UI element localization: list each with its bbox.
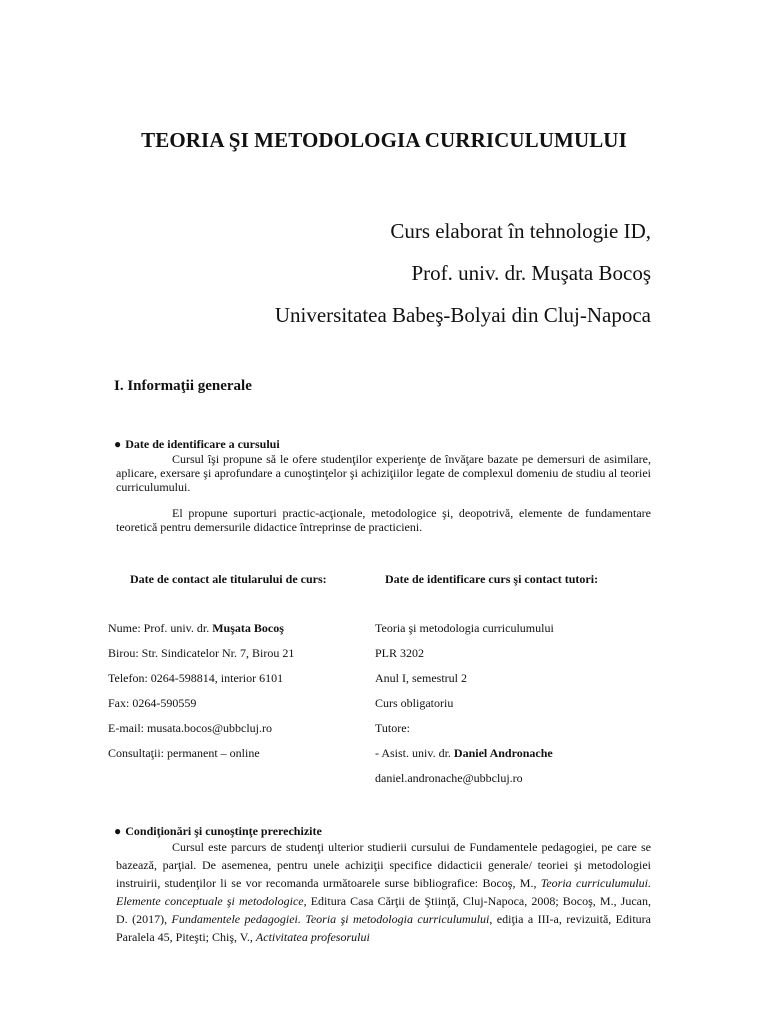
contact-phone: Telefon: 0264-598814, interior 6101 — [108, 671, 284, 685]
identification-heading — [114, 437, 280, 452]
bullet-icon: ● — [114, 437, 122, 451]
prerequisites-heading — [114, 824, 322, 839]
contact-office: Birou: Str. Sindicatelor Nr. 7, Birou 21 — [108, 646, 295, 660]
bullet-icon: ● — [114, 824, 122, 838]
course-type: Curs obligatoriu — [375, 696, 454, 710]
course-name: Teoria şi metodologia curriculumului — [375, 621, 554, 635]
prerequisites-heading-text: Condiţionări şi cunoştinţe prerechizite — [125, 824, 322, 838]
document-title: TEORIA ŞI METODOLOGIA CURRICULUMULUI — [141, 128, 627, 152]
course-year: Anul I, semestrul 2 — [375, 671, 467, 685]
prerequisites-paragraph: Cursul este parcurs de studenţi ulterior studierii cursului de Fundamentele pedagogiei, pe care se bazează, parţial. De asemenea, pentru unele achiziţii specifice didacticii generale/ teoriei şi metodologiei instruirii, studenţilor li se vor recomanda următoarele surse bibliografice: Bocoş, M., Teoria curriculumului. Elemente conceptuale şi metodologice, Editura Casa Cărţii de Ştiinţă, Cluj-Napoca, 2008; Bocoş, M., Jucan, D. (2017), Fundamentele pedagogiei. Teoria şi metodologia curriculumului, ediţia a III-a, revizuită, Editura Paralela 45, Piteşti; Chiş, V., Activitatea profesorului — [116, 840, 652, 944]
identification-heading-text: Date de identificare a cursului — [125, 437, 280, 451]
tutor-name: - Asist. univ. dr. Daniel Andronache — [375, 746, 553, 760]
contact-fax: Fax: 0264-590559 — [108, 696, 197, 710]
contact-consultations: Consultaţii: permanent – online — [108, 746, 260, 760]
titular-contact-heading: Date de contact ale titularului de curs: — [130, 572, 327, 586]
course-format-line: Curs elaborat în tehnologie ID, — [390, 219, 651, 243]
contact-name: Nume: Prof. univ. dr. Muşata Bocoş — [108, 621, 284, 635]
course-code: PLR 3202 — [375, 646, 425, 660]
section-heading-general-info: I. Informaţii generale — [114, 378, 252, 394]
identification-paragraph-2: El propune suporturi practic-acţionale, metodologice şi, deopotrivă, elemente de fundamentare teoretică pentru demersurile didactice întreprinse de practicieni. — [116, 506, 651, 534]
author-name-line: Prof. univ. dr. Muşata Bocoş — [411, 261, 651, 285]
identification-paragraph-1: Cursul îşi propune să le ofere studenţilor experienţe de învăţare bazate pe demersuri de asimilare, aplicare, exersare şi aprofundare a cunoştinţelor şi achiziţiilor legate de complexul domeniu de studiu al teoriei curriculumului. — [116, 452, 651, 494]
titular-contact-list — [108, 620, 294, 770]
course-id-heading: Date de identificare curs şi contact tutori: — [385, 572, 599, 586]
course-id-list — [375, 620, 554, 795]
tutor-email: daniel.andronache@ubbcluj.ro — [375, 771, 523, 785]
contact-email: E-mail: musata.bocos@ubbcluj.ro — [108, 721, 273, 735]
author-block — [275, 210, 651, 336]
tutor-label: Tutore: — [375, 721, 410, 735]
university-line: Universitatea Babeş-Bolyai din Cluj-Napoca — [274, 303, 651, 327]
